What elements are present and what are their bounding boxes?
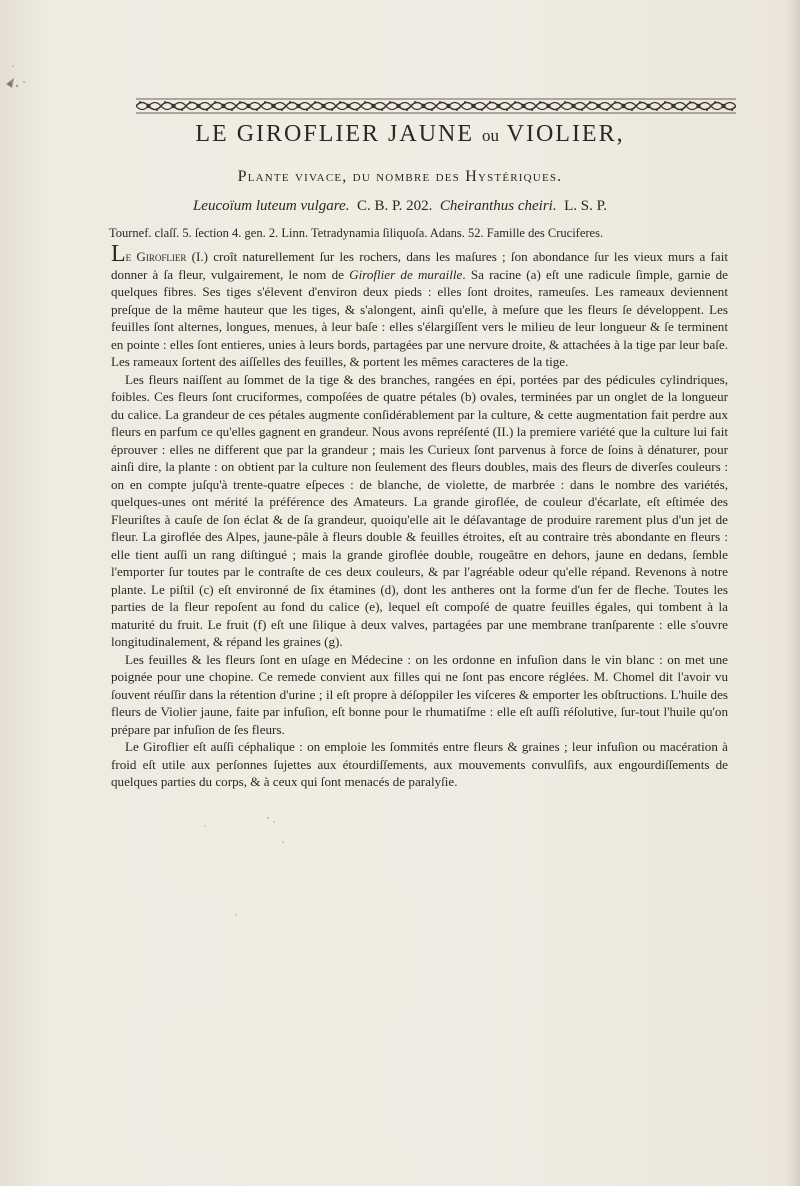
page-title	[110, 121, 710, 148]
paragraph-4: Le Giroflier eſt auſſi céphalique : on emploie les ſommités entre fleurs & graines ; leur infuſion ou macération à froid eſt utile aux perſonnes ſujettes aux étourdiſſements, aux mouvements convulſifs, aux engourdiſſements de quelques parties du corps, & à ceux qui ſont menacés de paralyſie.	[111, 739, 728, 789]
paragraph-2: Les fleurs naiſſent au ſommet de la tige & des branches, rangées en épi, portées par des pédicules cylindriques, foibles. Ces fleurs ſont cruciformes, compoſées de quatre pétales (b) ovales, terminées par un onglet de la longueur du calice. La grandeur de ces pétales augmente conſidérablement par la culture, & cette augmentation fait perdre aux fleurs en parfum ce qu'elles gagnent en grandeur. Nous avons repréſenté (II.) la premiere variété que la culture lui fait éprouver : elles ne different que par la grandeur ; mais les Curieux ſont parvenus à force de ſoins à dénaturer, pour ainſi dire, la plante : on obtient par la culture non ſeulement des fleurs doubles, mais des fleurs de diverſes couleurs : on en compte juſqu'à trente-quatre eſpeces : de blanche, de violette, de marbrée : dans le nombre des variétés, quelques-unes ont mérité la préférence des Amateurs. La grande giroflée, de couleur d'écarlate, eſt eſtimée des Fleuriſtes à cauſe de ſon éclat & de ſa grandeur, quoiqu'elle ait le déſavantage de produire rarement plus d'un jet de fleur. La giroflée des Alpes, jaune-pâle à fleurs double & feuilles étroites, eſt au contraire très abondante en fleurs : elle tient auſſi un rang diſtingué ; mais la grande giroflée double, rougeâtre en dehors, jaune en dedans, ſemble l'emporter ſur toutes par le contraſte de ces deux couleurs, & par l'agréable odeur qu'elle répand. Revenons à notre plante. Le piſtil (c) eſt environné de ſix étamines (d), dont les antheres ont la forme d'un fer de fleche. Toutes les parties de la fleur repoſent au fond du calice (e), lequel eſt compoſé de quatre feuilles égales, qui tombent à la maturité du fruit. Le fruit (f) eſt une ſilique à deux valves, partagées par une membrane tranſparente : elle s'ouvre longitudinalement, & répand les graines (g).	[111, 371, 728, 649]
plant-name: e Giroflier	[125, 249, 187, 264]
paragraph-1-part-b: . Sa racine (a) eſt une radicule ſimple, garnie de quelques fibres. Ses tiges s'élevent d'environ deux pieds : elles ſont droites, rameuſes. Les rameaux deviennent preſque de la même hauteur que les tiges, & s'alongent, ainſi qu'elle, à meſure que les fleurs ſe développent. Les feuilles ſont alternes, longues, menues, à leur baſe : elles s'élargiſſent vers le milieu de leur longueur & ſe terminent en pointe : elles ſont entieres, unies à leurs bords, partagées par une nervure droite, & attachées à la tige par leur baſe. Les rameaux ſortent des aiſſelles des feuilles, & portent les mêmes caracteres de la tige.	[111, 266, 728, 369]
header-ornament-band	[136, 98, 736, 114]
synonym-leucoium: Leucoïum luteum vulgare.	[192, 198, 350, 214]
paragraph-1	[111, 241, 728, 371]
page-subtitle: Plante vivace, du nombre des Hystériques.	[237, 168, 563, 185]
paragraph-3: Les feuilles & les fleurs ſont en uſage en Médecine : on les ordonne en infuſion dans le vin blanc : on met une poignée pour une chopine. Ce remede convient aux filles qui ne ſont pas encore réglées. M. Chomel dit l'avoir vu ſouvent réuſſir dans la rétention d'urine ; il eſt propre à déſoppiler les viſceres & emporter les obſtructions. L'huile des fleurs de Violier jaune, faite par infuſion, eſt bonne pour le rhumatiſme : elle eſt auſſi réſolutive, ſur-tout l'huile qu'on prépare par infuſion de ſes fleurs.	[111, 651, 728, 737]
body-text	[111, 241, 728, 791]
drop-cap: L	[111, 241, 126, 267]
botanical-synonyms	[120, 198, 680, 215]
paragraph-1-part-a: (I.) croît naturellement ſur les rochers, dans les maſures ; ſon abondance ſur les vieux murs a fait donner à ſa fleur, vulgairement, le nom de	[111, 249, 728, 282]
synonym-linn: L. S. P.	[564, 198, 608, 214]
classification-line: Tournef. claſſ. 5. ſection 4. gen. 2. Linn. Tetradynamia ſiliquoſa. Adans. 52. Famille des Cruciferes.	[109, 226, 604, 240]
paragraph-1-italic: Giroflier de muraille	[349, 266, 463, 282]
title-alt: VIOLIER,	[506, 121, 625, 147]
title-main: LE GIROFLIER JAUNE	[195, 121, 475, 147]
title-ou: ou	[482, 126, 500, 145]
synonym-cheiranthus: Cheiranthus cheiri.	[439, 198, 557, 214]
synonym-cb: C. B. P. 202.	[356, 198, 433, 214]
